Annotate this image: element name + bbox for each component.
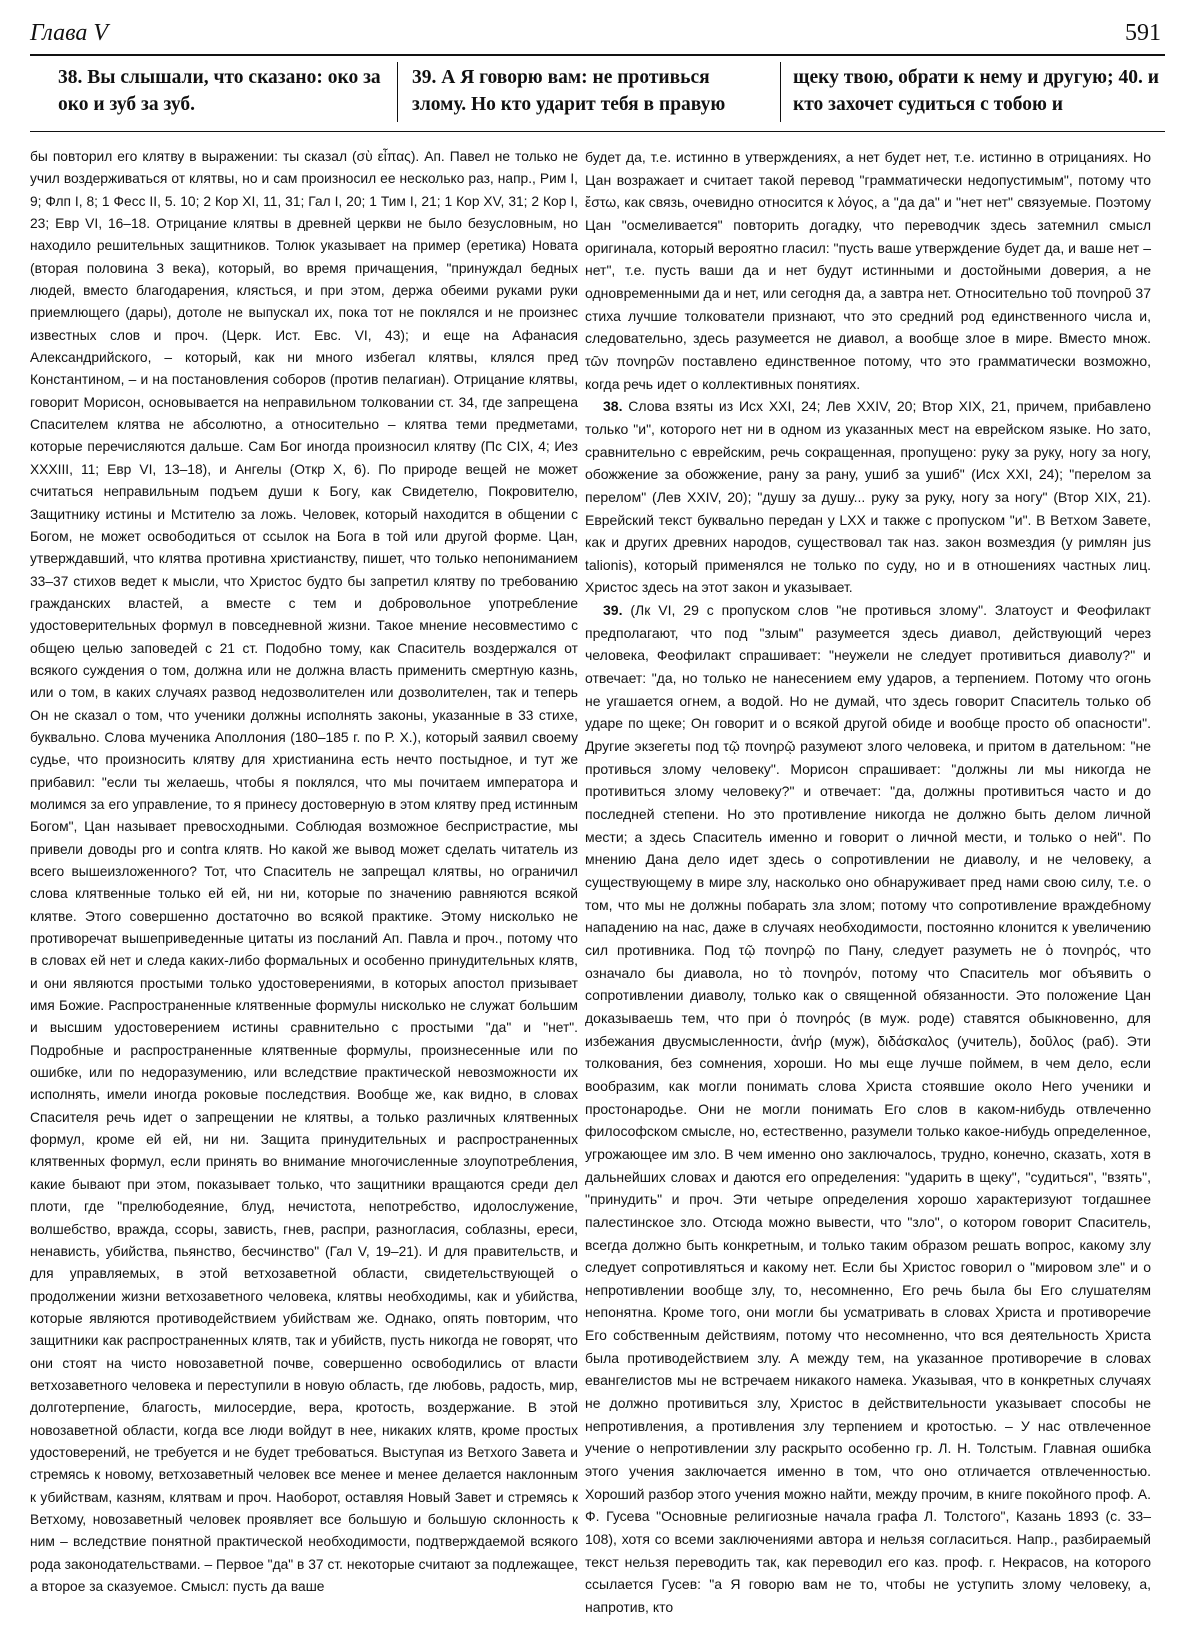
running-header [30,14,1165,56]
scripture-text-1: 38. Вы слышали, что сказано: око за око и зуб за зуб. [58,67,381,115]
scripture-text-3: щеку твою, обрати к нему и другую; 40. и кто захочет судиться с тобою и [793,67,1159,115]
page-number: 591 [1125,20,1161,46]
commentary-paragraph: будет да, т.е. истинно в утверждениях, а нет будет нет, т.е. истинно в отрицаниях. Но Цан возражает и считает такой перевод "грамматически недопустимым", потому что ἔστω, как связь, очевидно относится к λόγος, а "да да" и "нет нет" связуемые. Поэтому Цан "осмеливается" повторить догадку, что переводчик здесь затемнил смысл оригинала, который вероятно гласил: "пусть ваше утверждение будет да, и ваше нет – нет", т.е. пусть ваши да и нет будут истинными и достойными доверия, а не одновременными да и нет, или сегодня да, а завтра нет. Относительно τοῦ πονηροῦ 37 стиха лучшие толкователи признают, что это средний род единственного числа и, следовательно, здесь разумеется не диавол, а вообще злое в мире. Вместо множ. τῶν πονηρῶν поставлено единственное потому, что это грамматически возможно, когда речь идет о коллективных понятиях. [585,149,1151,392]
scripture-column-3 [781,62,1162,122]
verse-38-text: Слова взяты из Исх XXI, 24; Лев XXIV, 20; Втор XIX, 21, причем, прибавлено только "и", которого нет ни в одном из указанных мест на еврейском языке. Но зато, сравнительно с еврейским, речь сокращенная, пропущено: руку за руку, ногу за ногу, обожжение за обожжение, рану за рану, ушиб за ушиб" (Исх XXI, 24); "перелом за перелом" (Лев XXIV, 20); "душу за душу... руку за руку, ногу за ногу" (Втор XIX, 21). Еврейский текст буквально передан у LXX и также с пропуском "и". В Ветхом Завете, как и других древних народов, существовал так наз. закон возмездия (у римлян jus talionis), который применялся не только по суду, но и в отношениях частных лиц. Христос здесь на этот закон и указывает. [585,398,1152,596]
scripture-divider [30,131,1165,132]
commentary-verse-38 [585,395,1151,599]
commentary-right-column [585,146,1151,1619]
commentary-verse-39 [585,599,1151,1619]
scripture-column-1 [58,62,398,122]
verse-number: 38. [603,398,623,415]
chapter-title: Глава V [30,20,109,46]
verse-39-text: (Лк VI, 29 с пропуском слов "не противься злому". Златоуст и Феофилакт предполагают, что под "злым" разумеется здесь диавол, действующий через человека, Феофилакт спрашивает: "неужели не следует противиться диаволу?" и отвечает: "да, но только не нанесением ему ударов, а терпением. Потому что огонь не угашается огнем, а водой. Но не думай, что здесь говорит Спаситель только об ударе по щеке; Он говорит и о всякой другой обиде и вообще просто об опасности". Другие экзегеты под τῷ πονηρῷ разумеют злого человека, и притом в дательном: "не противься злому человеку". Морисон спрашивает: "должны ли мы никогда не противиться злому человеку?" и отвечает: "да, должны противиться часто и до последней степени. Но это противление никогда не должно быть делом личной мести; а здесь Спаситель именно и говорит о личной мести, и только о ней". По мнению Дана дело идет здесь о сопротивлении не диаволу, и не человеку, а существующему в мире злу, насколько оно обнаруживает пред нами свою силу, т.е. о том, что мы не должны побарать зла злом; потому что сопротивление враждебному нападению на нас, даже в случаях необходимости, постоянно клонится к увеличению сил противника. Под τῷ πονηρῷ по Пану, следует разуметь не ὁ πονηρός, что означало бы диавола, но τὸ πονηρόν, потому что Спаситель мог объявить о сопротивлении диаволу, только как о священной обязанности. Это положение Цан доказываешь тем, что при ὁ πονηρός (в муж. роде) ставятся обыкновенно, для избежания двусмысленности, ἀνήρ (муж), διδάσκαλος (учитель), δοῦλος (раб). Эти толкования, без сомнения, хороши. Но мы еще лучше поймем, в чем дело, если вообразим, как могли понимать слова Христа стоявшие около Него ученики и простонародье. Они не могли понимать Его слов в каком-нибудь отвлеченно философском смысле, но, естественно, разумели только какое-нибудь определенное, угрожающее им зло. В чем именно оно заключалось, трудно, конечно, сказать, хотя в дальнейших словах и даются его определения: "ударить в щеку", "судиться", "взять", "принудить" и проч. Эти четыре определения хорошо характеризуют тогдашнее палестинское зло. Отсюда можно вывести, что "зло", о котором говорит Спаситель, всегда должно быть конкретным, и только таким образом решать вопрос, какому злу следует сопротивляться и какому нет. Если бы Христос говорил о "мировом зле" и о непротивлении вообще злу, то, несомненно, Его речь была бы Его слушателям непонятна. Кроме того, они могли бы усматривать в словах Христа и противоречие Его собственным действиям, потому что несомненно, что вся деятельность Христа была противодействием злу. А между тем, на указанное противоречие в словах евангелистов мы не встречаем никакого намека. Указывая, что в конкретных случаях не должно противиться злу, Христос в действительности указывает способы не непротивления, а противления злу терпением и кротостью. – У нас отвлеченное учение о непротивлении злу раскрыто особенно гр. Л. Н. Толстым. Главная ошибка этого учения заключается именно в том, что оно отличается отвлеченностью. Хороший разбор этого учения можно найти, между прочим, в книге покойного проф. А. Ф. Гусева "Основные религиозные начала графа Л. Толстого", Казань 1893 (с. 33–108), хотя со всеми заключениями автора и нельзя согласиться. Напр., разбираемый текст нельзя переводить так, как переводил его каз. проф. г. Некрасов, на которого ссылается Гусев: "а Я говорю вам не то, чтобы не уступить злому человеку, а, напротив, кто [585,602,1152,1615]
commentary-left-column [30,146,578,1598]
scripture-text-2: 39. А Я говорю вам: не противься злому. Но кто ударит тебя в правую [412,67,726,115]
verse-number: 39. [603,602,623,619]
commentary-paragraph: бы повторил его клятву в выражении: ты сказал (σὺ εἶπας). Ап. Павел не только не учил воздерживаться от клятвы, но и сам произносил ее несколько раз, напр., Рим I, 9; Флп I, 8; 1 Фесс II, 5. 10; 2 Кор XI, 11, 31; Гал I, 20; 1 Тим I, 21; 1 Кор XV, 31; 2 Кор I, 23; Евр VI, 16–18. Отрицание клятвы в древней церкви не было безусловным, но находило решительных защитников. Толюк указывает на пример (еретика) Новата (вторая половина 3 века), который, во время причащения, "принуждал бедных людей, вместо благодарения, клясться, и при этом, держа обеими руками руки приемлющего (дары), дотоле не выпускал их, пока тот не поклялся и не произнес известных слов и проч. (Церк. Ист. Евс. VI, 43); и еще на Афанасия Александрийского, – который, как ни много избегал клятвы, клялся пред Констaнтином, – и на постановления соборов (против пелагиан). Отрицание клятвы, говорит Морисон, основывается на неправильном толковании ст. 34, где запрещена Спасителем клятва не абсолютно, а относительно – клятва теми предметами, которые перечисляются дальше. Сам Бог иногда произносил клятву (Пс CIX, 4; Иез XXXIII, 11; Евр VI, 13–18), и Ангелы (Откр X, 6). По природе вещей не может считаться неправильным подъем души к Богу, как Свидетелю, Покровителю, Защитнику истины и Мстителю за ложь. Человек, который находится в общении с Богом, не может освободиться от ссылок на Бога в той или другой форме. Цан, утверждавший, что клятва противна христианству, пишет, что только непониманием 33–37 стихов ведет к мысли, что Христос будто бы запретил клятву по требованию гражданских властей, а вместе с тем и добровольное употребление удостоверительных формул в повседневной жизни. Такое мнение несовместимо с общею целью заповедей с 21 ст. Подобно тому, как Спаситель воздержался от всякого суждения о том, должна или не должна власть применить смертную казнь, или о том, в каких случаях развод недозволителен или дозволителен, так и теперь Он не сказал о том, что ученики должны исполнять законы, указанные в 33 стихе, буквально. Слова мученика Аполлония (180–185 г. по Р. Х.), который заявил своему судье, что произносить клятву для христианина есть нечто постыдное, и тут же прибавил: "если ты желаешь, чтобы я поклялся, что мы почитаем императора и молимся за его управление, то я принесу достоверную в этом клятву пред истинным Богом", Цан называет превосходными. Соблюдая возможное беспристрастие, мы привели доводы pro и contra клятв. Но какой же вывод может сделать читатель из всего вышеизложенного? Тот, что Спаситель не запрещал клятвы, но ограничил слова клятвенные только ей ей, ни ни, которые по значению равняются всякой клятве. Этого совершенно достаточно во всякой практике. Этому нисколько не противоречат вышеприведенные цитаты из посланий Ап. Павла и проч., потому что в словах ей нет и следа каких-либо формальных и особенно принудительных клятв, и они являются простыми только удостоверениями, в которых апостол призывает имя Божие. Распространенные клятвенные формулы нисколько не служат большим и высшим удостоверением истины сравнительно с простыми "да" и "нет". Подробные и распространенные клятвенные формулы, произнесенные или по ошибке, или по недоразумению, или вследствие практической невозможности их исполнять, имели иногда роковые последствия. Вообще же, как видно, в словах Спасителя речь идет о запрещении не клятвы, а только различных клятвенных формул, кроме ей ей, ни ни. Защита принудительных и распространенных клятвенных формул, если принять во внимание многочисленные злоупотребления, какие бывают при этом, показывает только, что защитники вращаются среди дел плоти, где "прелюбодеяние, блуд, нечистота, непотребство, идолослужение, волшебство, вражда, ссоры, зависть, гнев, распри, разногласия, соблазны, ереси, ненависть, убийства, пьянство, бесчинство" (Гал V, 19–21). И для правительств, и для управляемых, в этой ветхозаветной области, свидетельствующей о продолжении жизни ветхозаветного человека, клятвы необходимы, как и убийства, которые являются противодействием убийствам же. Однако, опять повторим, что защитники как распространенных клятв, так и убийств, пусть никогда не говорят, что они стоят на чисто новозаветной почве, совершенно освободились от власти ветхозаветного человека и переступили в новую область, где любовь, радость, мир, долготерпение, благость, милосердие, вера, кротость, воздержание. В этой новозаветной области, когда все люди войдут в нее, никаких клятв, кроме простых удостоверений, не требуется и не будет требоваться. Выступая из Ветхого Завета и стремясь к новому, ветхозаветный человек все менее и менее делается наклонным к убийствам, казням, клятвам и проч. Наоборот, оставляя Новый Завет и стремясь к Ветхому, новозаветный человек проявляет все большую и большую склонность к ним – вследствие понятной практической необходимости, подтверждаемой всякого рода законодательствами. – Первое "да" в 37 ст. некоторые считают за подлежащее, а второе за сказуемое. Смысл: пусть да ваше [30,149,578,1594]
scripture-column-2 [398,62,781,122]
scripture-strip [58,62,1162,122]
